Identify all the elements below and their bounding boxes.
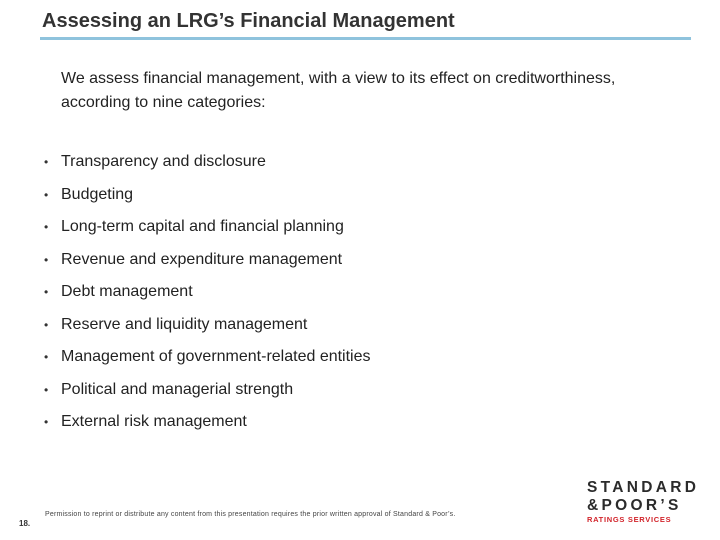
list-item-text: Political and managerial strength xyxy=(61,380,294,398)
list-item-text: Revenue and expenditure management xyxy=(61,250,343,268)
category-list xyxy=(44,146,371,439)
list-item xyxy=(44,341,371,374)
logo-line-standard: STANDARD xyxy=(587,479,700,496)
list-item xyxy=(44,179,371,212)
bullet-icon: • xyxy=(44,382,49,397)
bullet-icon: • xyxy=(44,187,49,202)
page-number: 18. xyxy=(19,519,31,528)
permission-note: Permission to reprint or distribute any content from this presentation requires the prior written approval of Standard & Poor’s. xyxy=(45,511,456,518)
list-item-text: External risk management xyxy=(61,413,247,431)
intro-paragraph: We assess financial management, with a view to its effect on creditworthiness, according to nine categories: xyxy=(61,70,616,111)
list-item-text: Reserve and liquidity management xyxy=(61,315,308,333)
bullet-icon: • xyxy=(44,155,49,170)
title-underline xyxy=(40,37,691,40)
list-item xyxy=(44,309,371,342)
bullet-icon: • xyxy=(44,285,49,300)
list-item xyxy=(44,146,371,179)
logo-line-ratings-services: RATINGS SERVICES xyxy=(587,515,672,524)
list-item xyxy=(44,276,371,309)
list-item-text: Debt management xyxy=(61,283,193,301)
standard-and-poors-logo xyxy=(587,479,702,525)
list-item-text: Transparency and disclosure xyxy=(61,153,266,171)
bullet-icon: • xyxy=(44,317,49,332)
list-item xyxy=(44,406,371,439)
list-item xyxy=(44,374,371,407)
bullet-icon: • xyxy=(44,350,49,365)
list-item-text: Management of government-related entities xyxy=(61,348,371,366)
slide-title: Assessing an LRG’s Financial Management xyxy=(42,10,455,32)
list-item xyxy=(44,244,371,277)
logo-line-poors: &POOR’S xyxy=(587,497,682,514)
list-item-text: Long-term capital and financial planning xyxy=(61,218,344,236)
list-item xyxy=(44,211,371,244)
bullet-icon: • xyxy=(44,252,49,267)
bullet-icon: • xyxy=(44,415,49,430)
bullet-icon: • xyxy=(44,220,49,235)
list-item-text: Budgeting xyxy=(61,185,134,203)
